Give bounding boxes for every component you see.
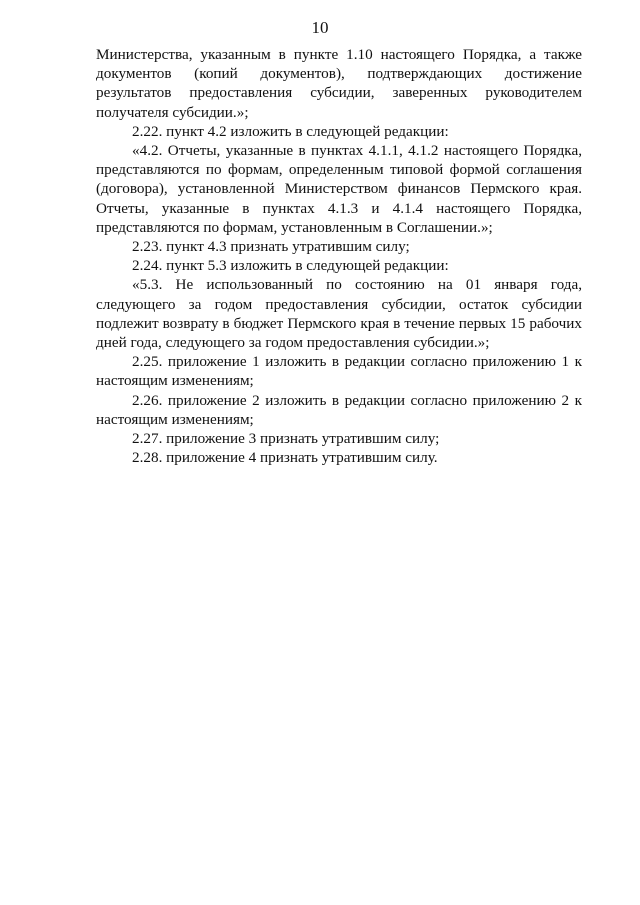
paragraph-4-2-quote: «4.2. Отчеты, указанные в пунктах 4.1.1, 4.1.2 настоящего Порядка, представляются по формам, определенным типовой формой соглашения (договора), установленной Министерством финансов Пермского края. Отчеты, указанные в пунктах 4.1.3 и 4.1.4 настоящего Порядка, представляются по формам, установленным в Соглашении.»; [96,142,582,236]
paragraph-2-28: 2.28. приложение 4 признать утратившим силу. [132,449,438,467]
paragraph-2-25: 2.25. приложение 1 изложить в редакции согласно приложению 1 к настоящим изменениям; [96,353,582,390]
paragraph-2-24: 2.24. пункт 5.3 изложить в следующей редакции: [132,257,449,275]
document-body [96,45,582,467]
paragraph-2-22: 2.22. пункт 4.2 изложить в следующей редакции: [132,122,449,140]
paragraph-5-3-quote: «5.3. Не использованный по состоянию на 01 января года, следующего за годом предоставления субсидии, остаток субсидии подлежит возврату в бюджет Пермского края в течение первых 15 рабочих дней года, следующего за годом предоставления субсидии.»; [96,276,582,352]
page-number: 10 [311,18,329,37]
paragraph-2-27: 2.27. приложение 3 признать утратившим силу; [132,430,440,448]
paragraph-continuation: Министерства, указанным в пункте 1.10 настоящего Порядка, а также документов (копий документов), подтверждающих достижение результатов предоставления субсидии, заверенных руководителем получателя субсидии.»; [96,46,582,121]
paragraph-2-23: 2.23. пункт 4.3 признать утратившим силу; [132,238,410,256]
paragraph-2-26: 2.26. приложение 2 изложить в редакции согласно приложению 2 к настоящим изменениям; [96,391,582,428]
